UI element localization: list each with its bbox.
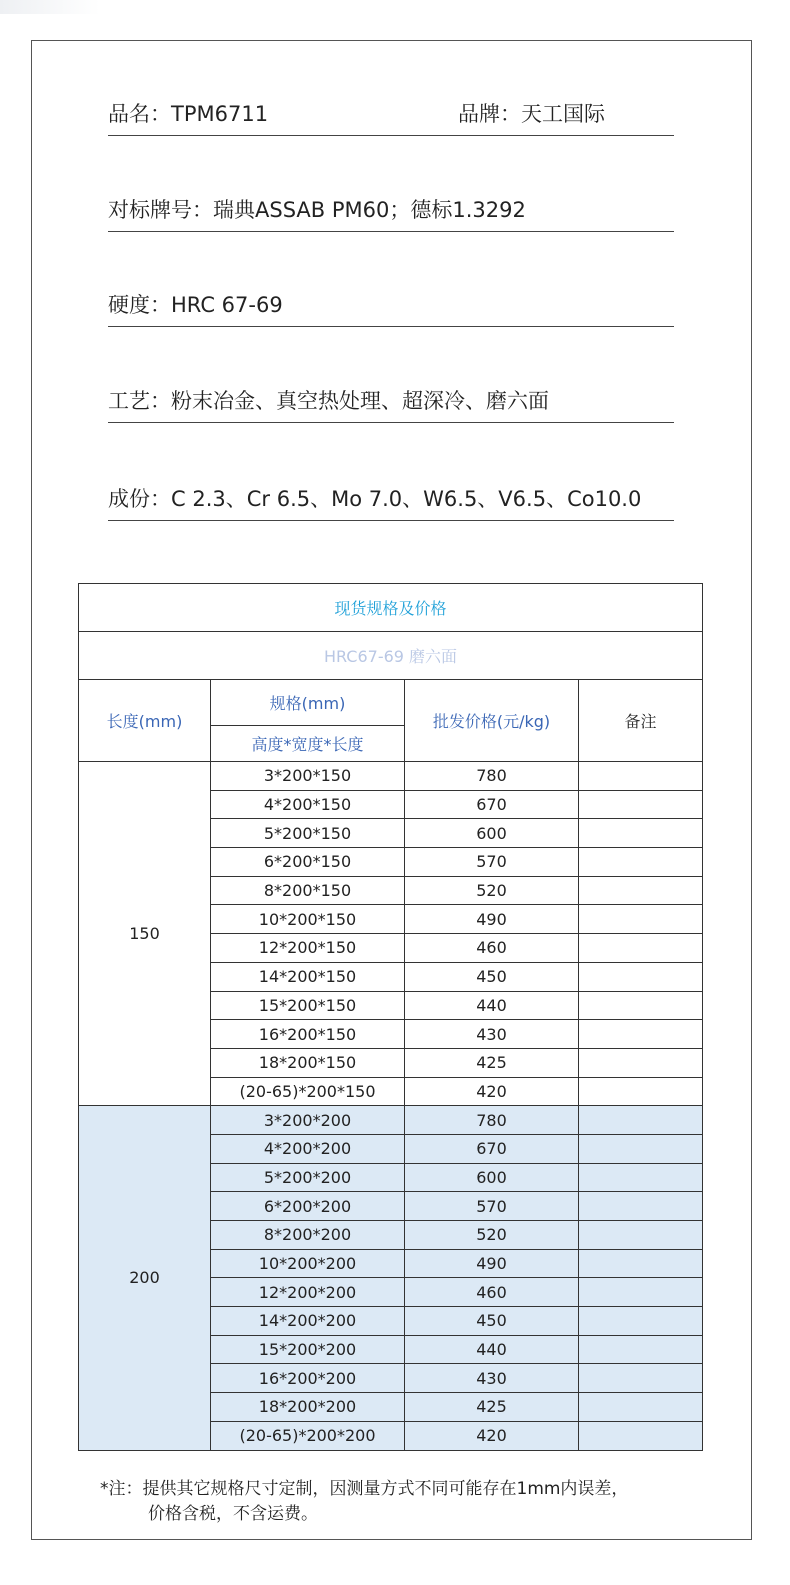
price-cell: 780 [405, 1106, 579, 1135]
header-spec: 规格(mm) [211, 680, 405, 726]
length-cell: 150 [79, 762, 211, 1106]
spec-cell: 8*200*200 [211, 1221, 405, 1250]
remark-cell [579, 1077, 703, 1106]
spec-cell: 15*200*150 [211, 991, 405, 1020]
price-cell: 420 [405, 1421, 579, 1450]
spec-cell: 5*200*200 [211, 1163, 405, 1192]
spec-cell: 4*200*150 [211, 790, 405, 819]
header-length: 长度(mm) [79, 680, 211, 762]
header-price: 批发价格(元/kg) [405, 680, 579, 762]
price-cell: 780 [405, 762, 579, 791]
spec-cell: 8*200*150 [211, 876, 405, 905]
spec-cell: (20-65)*200*150 [211, 1077, 405, 1106]
price-cell: 460 [405, 1278, 579, 1307]
remark-cell [579, 1421, 703, 1450]
table-row [79, 1106, 703, 1135]
spec-cell: 3*200*150 [211, 762, 405, 791]
spec-cell: 10*200*150 [211, 905, 405, 934]
equivalent-grade-line [108, 195, 674, 232]
table-subtitle: HRC67-69 磨六面 [79, 632, 703, 680]
price-cell: 420 [405, 1077, 579, 1106]
header-spec-sub: 高度*宽度*长度 [211, 726, 405, 762]
remark-cell [579, 1307, 703, 1336]
price-cell: 425 [405, 1048, 579, 1077]
remark-cell [579, 790, 703, 819]
price-cell: 490 [405, 905, 579, 934]
price-cell: 440 [405, 991, 579, 1020]
price-cell: 425 [405, 1393, 579, 1422]
price-cell: 460 [405, 934, 579, 963]
equivalent-grade: 对标牌号：瑞典ASSAB PM60；德标1.3292 [108, 198, 526, 222]
spec-cell: 16*200*150 [211, 1020, 405, 1049]
product-name-line [108, 99, 674, 136]
spec-cell: 14*200*150 [211, 962, 405, 991]
spec-cell: 16*200*200 [211, 1364, 405, 1393]
price-cell: 670 [405, 1134, 579, 1163]
price-cell: 570 [405, 848, 579, 877]
spec-cell: 6*200*200 [211, 1192, 405, 1221]
footnote-line-1: *注：提供其它规格尺寸定制，因测量方式不同可能存在1mm内误差， [100, 1479, 629, 1499]
composition: 成份：C 2.3、Cr 6.5、Mo 7.0、W6.5、V6.5、Co10.0 [108, 487, 642, 511]
group-length-200 [79, 1106, 703, 1450]
remark-cell [579, 819, 703, 848]
footnote-line-2: 价格含税，不含运费。 [148, 1504, 318, 1524]
spec-cell: 12*200*200 [211, 1278, 405, 1307]
remark-cell [579, 1106, 703, 1135]
remark-cell [579, 848, 703, 877]
remark-cell [579, 876, 703, 905]
remark-cell [579, 1364, 703, 1393]
remark-cell [579, 1163, 703, 1192]
remark-cell [579, 934, 703, 963]
price-cell: 440 [405, 1335, 579, 1364]
remark-cell [579, 991, 703, 1020]
process: 工艺：粉末冶金、真空热处理、超深冷、磨六面 [108, 389, 549, 413]
remark-cell [579, 905, 703, 934]
table-row [79, 762, 703, 791]
product-brand: 品牌：天工国际 [458, 102, 605, 126]
price-cell: 430 [405, 1020, 579, 1049]
spec-cell: 6*200*150 [211, 848, 405, 877]
price-cell: 570 [405, 1192, 579, 1221]
header-remark: 备注 [579, 680, 703, 762]
remark-cell [579, 1048, 703, 1077]
spec-cell: (20-65)*200*200 [211, 1421, 405, 1450]
remark-cell [579, 1249, 703, 1278]
composition-line [108, 484, 674, 521]
product-name: 品名：TPM6711 [108, 102, 269, 126]
price-cell: 600 [405, 1163, 579, 1192]
spec-cell: 4*200*200 [211, 1134, 405, 1163]
hardness-line [108, 290, 674, 327]
price-cell: 520 [405, 876, 579, 905]
remark-cell [579, 1020, 703, 1049]
remark-cell [579, 1134, 703, 1163]
price-cell: 490 [405, 1249, 579, 1278]
price-cell: 450 [405, 1307, 579, 1336]
price-cell: 450 [405, 962, 579, 991]
price-cell: 520 [405, 1221, 579, 1250]
footnote [100, 1477, 720, 1527]
top-decorative-strip [0, 0, 100, 14]
remark-cell [579, 1393, 703, 1422]
spec-cell: 18*200*150 [211, 1048, 405, 1077]
spec-cell: 14*200*200 [211, 1307, 405, 1336]
price-cell: 430 [405, 1364, 579, 1393]
spec-cell: 12*200*150 [211, 934, 405, 963]
table-title: 现货规格及价格 [79, 584, 703, 632]
hardness: 硬度：HRC 67-69 [108, 293, 283, 317]
spec-cell: 5*200*150 [211, 819, 405, 848]
spec-cell: 3*200*200 [211, 1106, 405, 1135]
length-cell: 200 [79, 1106, 211, 1450]
price-table [78, 583, 703, 1451]
spec-cell: 15*200*200 [211, 1335, 405, 1364]
spec-cell: 18*200*200 [211, 1393, 405, 1422]
process-line [108, 386, 674, 423]
price-cell: 670 [405, 790, 579, 819]
remark-cell [579, 1192, 703, 1221]
remark-cell [579, 1335, 703, 1364]
remark-cell [579, 1221, 703, 1250]
spec-cell: 10*200*200 [211, 1249, 405, 1278]
price-cell: 600 [405, 819, 579, 848]
remark-cell [579, 1278, 703, 1307]
group-length-150 [79, 762, 703, 1106]
remark-cell [579, 962, 703, 991]
remark-cell [579, 762, 703, 791]
